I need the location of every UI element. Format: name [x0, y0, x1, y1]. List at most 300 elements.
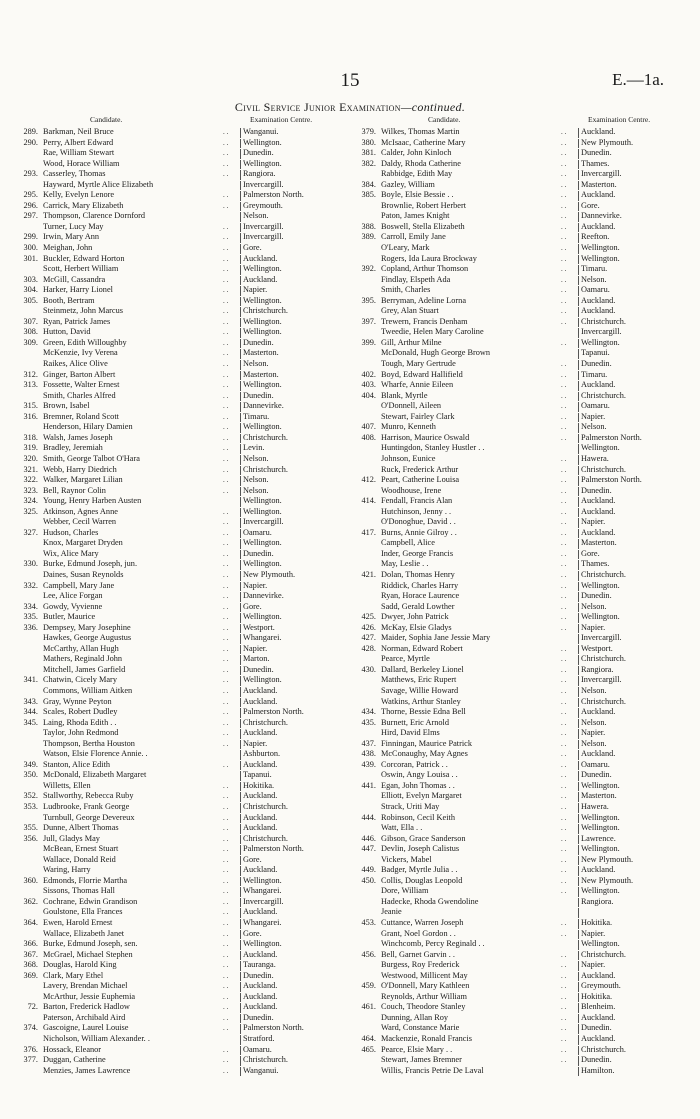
- examination-centre: [578, 338, 686, 349]
- leader-dots: . .: [223, 644, 229, 653]
- examination-centre: [578, 538, 686, 549]
- examination-centre-text: Hawera.: [581, 802, 609, 811]
- candidate-row: [356, 686, 688, 697]
- leader-dots: . .: [223, 760, 229, 769]
- candidate-row: [18, 148, 350, 159]
- candidate-number: 428.: [361, 643, 376, 653]
- candidate-name: Sissons, Thomas Hall: [43, 886, 115, 896]
- candidate-name: O'Leary, Mark: [381, 243, 430, 253]
- leader-dots: . .: [561, 497, 567, 506]
- candidate-row: [18, 222, 350, 233]
- examination-centre-text: Christchurch.: [243, 1055, 288, 1065]
- leader-dots: . .: [223, 708, 229, 717]
- leader-dots: . .: [223, 592, 229, 601]
- examination-centre-text: Reefton.: [581, 232, 610, 242]
- examination-centre: [578, 865, 686, 876]
- candidate-row: [18, 127, 350, 138]
- examination-centre: [240, 907, 348, 918]
- examination-centre: [578, 1034, 686, 1045]
- candidate-number: 449.: [361, 865, 376, 875]
- examination-centre: [578, 232, 686, 243]
- candidate-name: Smith, Charles Alfred: [43, 390, 116, 400]
- leader-dots: . .: [223, 412, 229, 421]
- examination-centre: [240, 855, 348, 866]
- candidate-name: Kelly, Evelyn Lenore: [43, 190, 115, 200]
- examination-centre: [240, 517, 348, 528]
- examination-centre: [578, 380, 686, 391]
- candidate-row: [18, 180, 350, 191]
- examination-centre: [240, 1045, 348, 1056]
- examination-centre: [578, 686, 686, 697]
- examination-centre-text: Dunedin.: [243, 390, 274, 400]
- examination-centre-text: Wellington.: [243, 422, 282, 432]
- examination-centre: [578, 760, 686, 771]
- examination-centre: [240, 201, 348, 212]
- examination-centre: [578, 296, 686, 307]
- right-candidate-list: [356, 127, 688, 1076]
- candidate-row: [356, 275, 688, 286]
- leader-dots: . .: [561, 275, 567, 284]
- candidate-row: [18, 602, 350, 613]
- candidate-row: [18, 1023, 350, 1034]
- candidate-name: Barton, Frederick Hadlow: [43, 1002, 130, 1012]
- examination-centre: [578, 306, 686, 317]
- examination-centre: [578, 623, 686, 634]
- candidate-row: [356, 180, 688, 191]
- candidate-name: Maider, Sophia Jane Jessie Mary: [381, 633, 491, 643]
- examination-centre-text: Masterton.: [243, 348, 279, 358]
- examination-centre-text: Hokitika.: [581, 918, 613, 928]
- examination-centre: [240, 528, 348, 539]
- examination-centre: [578, 971, 686, 982]
- candidate-row: [356, 338, 688, 349]
- examination-centre: [240, 496, 348, 507]
- examination-centre-text: Napier.: [581, 928, 606, 938]
- examination-centre-text: Wanganui.: [243, 127, 279, 136]
- leader-dots: . .: [223, 338, 229, 347]
- examination-centre: [240, 781, 348, 792]
- examination-centre-text: Invercargill.: [581, 169, 622, 179]
- candidate-name: Hadecke, Rhoda Gwendoline: [381, 896, 479, 906]
- examination-centre-text: Napier.: [581, 960, 606, 970]
- candidate-row: [18, 760, 350, 771]
- candidate-number: 465.: [361, 1044, 376, 1054]
- candidate-number: 439.: [361, 759, 376, 769]
- leader-dots: . .: [223, 349, 229, 358]
- candidate-row: [356, 876, 688, 887]
- candidate-row: [18, 876, 350, 887]
- examination-centre-text: Stratford.: [243, 1034, 275, 1044]
- candidate-row: [356, 633, 688, 644]
- examination-centre-text: Palmerston North.: [243, 1023, 304, 1033]
- candidate-name: Jeanie: [381, 907, 402, 917]
- candidate-number: 303.: [23, 274, 38, 284]
- candidate-number: 353.: [23, 802, 38, 811]
- candidate-row: [18, 855, 350, 866]
- candidate-row: [18, 190, 350, 201]
- leader-dots: . .: [561, 1013, 567, 1022]
- examination-centre: [578, 1055, 686, 1066]
- candidate-row: [356, 791, 688, 802]
- leader-dots: . .: [561, 222, 567, 231]
- candidate-row: [356, 348, 688, 359]
- leader-dots: . .: [561, 950, 567, 959]
- candidate-number: 447.: [361, 844, 376, 854]
- examination-centre-text: Auckland.: [243, 907, 278, 917]
- candidate-row: [18, 264, 350, 275]
- candidate-number: 377.: [23, 1055, 38, 1065]
- candidate-row: [18, 791, 350, 802]
- candidate-name: Corcoran, Patrick . .: [381, 759, 448, 769]
- candidate-name: Green, Edith Willoughby: [43, 337, 127, 347]
- candidate-number: 397.: [361, 316, 376, 326]
- candidate-row: [356, 454, 688, 465]
- candidate-number: 321.: [23, 464, 38, 474]
- examination-centre-text: Wellington.: [243, 380, 282, 390]
- examination-centre: [240, 190, 348, 201]
- leader-dots: . .: [561, 1035, 567, 1044]
- examination-centre-text: Levin.: [243, 443, 265, 453]
- examination-centre: [240, 127, 348, 138]
- examination-centre: [578, 422, 686, 433]
- leader-dots: . .: [561, 686, 567, 695]
- candidate-row: [18, 981, 350, 992]
- candidate-name: Wilkes, Thomas Martin: [381, 127, 460, 136]
- examination-centre: [578, 486, 686, 497]
- candidate-name: Huntingdon, Stanley Hustler . .: [381, 443, 485, 453]
- candidate-row: [18, 950, 350, 961]
- examination-centre: [240, 929, 348, 940]
- examination-centre-text: Greymouth.: [581, 981, 621, 991]
- leader-dots: . .: [561, 539, 567, 548]
- leader-dots: . .: [223, 391, 229, 400]
- candidate-name: Mackenzie, Ronald Francis: [381, 1034, 473, 1044]
- examination-centre: [240, 960, 348, 971]
- examination-centre-text: Thames.: [581, 158, 610, 168]
- leader-dots: . .: [223, 328, 229, 337]
- candidate-name: Wallace, Donald Reid: [43, 854, 116, 864]
- candidate-name: Devlin, Joseph Calistus: [381, 844, 460, 854]
- examination-centre-text: Nelson.: [581, 717, 607, 727]
- candidate-row: [356, 549, 688, 560]
- examination-centre: [240, 633, 348, 644]
- leader-dots: . .: [561, 1045, 567, 1054]
- candidate-number: 430.: [361, 664, 376, 674]
- candidate-name: Hawkes, George Augustus: [43, 633, 132, 643]
- leader-dots: . .: [561, 507, 567, 516]
- candidate-row: [356, 865, 688, 876]
- examination-centre-text: Auckland.: [581, 1012, 616, 1022]
- leader-dots: . .: [223, 813, 229, 822]
- examination-centre-text: Whangarei.: [243, 633, 282, 643]
- leader-dots: . .: [561, 581, 567, 590]
- examination-centre-text: Auckland.: [243, 253, 278, 263]
- leader-dots: . .: [561, 792, 567, 801]
- candidate-row: [18, 886, 350, 897]
- candidate-row: [18, 918, 350, 929]
- leader-dots: . .: [223, 549, 229, 558]
- candidate-name: Burke, Edmund Joseph, jun.: [43, 559, 138, 569]
- examination-centre: [240, 359, 348, 370]
- candidate-number: 434.: [361, 707, 376, 717]
- leader-dots: . .: [561, 697, 567, 706]
- candidate-number: 341.: [23, 675, 38, 685]
- candidate-name: Dunne, Albert Thomas: [43, 823, 119, 833]
- examination-centre-text: Wellington.: [581, 443, 620, 453]
- candidate-number: 335.: [23, 612, 38, 622]
- examination-centre-text: Auckland.: [243, 759, 278, 769]
- leader-dots: . .: [561, 729, 567, 738]
- candidate-name: Savage, Willie Howard: [381, 685, 459, 695]
- examination-centre-text: Wellington.: [243, 939, 282, 949]
- candidate-name: Wharfe, Annie Eileen: [381, 380, 454, 390]
- candidate-name: Campbell, Mary Jane: [43, 580, 115, 590]
- candidate-row: [356, 1034, 688, 1045]
- candidate-name: McConaughy, May Agnes: [381, 749, 468, 759]
- examination-centre-text: Wellington.: [581, 812, 620, 822]
- leader-dots: . .: [223, 465, 229, 474]
- examination-centre-text: Dunedin.: [243, 664, 274, 674]
- candidate-number: 289.: [23, 127, 38, 136]
- examination-centre: [578, 465, 686, 476]
- examination-centre: [578, 159, 686, 170]
- candidate-row: [356, 665, 688, 676]
- examination-centre-text: Hokitika.: [581, 991, 613, 1001]
- examination-centre-text: Hokitika.: [243, 780, 275, 790]
- examination-centre: [240, 665, 348, 676]
- candidate-name: Matthews, Eric Rupert: [381, 675, 457, 685]
- examination-centre-text: Dunedin.: [581, 1055, 612, 1065]
- leader-dots: . .: [561, 887, 567, 896]
- examination-centre: [578, 359, 686, 370]
- examination-centre: [578, 781, 686, 792]
- candidate-row: [18, 254, 350, 265]
- leader-dots: . .: [561, 433, 567, 442]
- candidate-row: [356, 855, 688, 866]
- examination-centre-text: Napier.: [581, 517, 606, 527]
- candidate-row: [18, 813, 350, 824]
- candidate-name: Westwood, Millicent May: [381, 970, 468, 980]
- candidate-name: Stallworthy, Rebecca Ruby: [43, 791, 134, 801]
- examination-centre-text: Palmerston North.: [243, 707, 304, 717]
- candidate-name: Thompson, Bertha Houston: [43, 738, 135, 748]
- examination-centre: [240, 338, 348, 349]
- candidate-row: [18, 707, 350, 718]
- left-column: [18, 115, 350, 1076]
- candidate-number: 368.: [23, 960, 38, 970]
- examination-centre: [578, 1023, 686, 1034]
- candidate-row: [356, 971, 688, 982]
- examination-centre: [578, 950, 686, 961]
- examination-centre: [240, 306, 348, 317]
- leader-dots: . .: [561, 655, 567, 664]
- candidate-name: Watson, Elsie Florence Annie. .: [43, 749, 148, 759]
- candidate-name: Egan, John Thomas . .: [381, 780, 455, 790]
- leader-dots: . .: [561, 191, 567, 200]
- examination-centre-text: Nelson.: [581, 738, 607, 748]
- candidate-name: Walsh, James Joseph: [43, 432, 113, 442]
- examination-centre: [578, 275, 686, 286]
- candidate-row: [356, 243, 688, 254]
- candidate-number: 364.: [23, 918, 38, 928]
- examination-centre-text: Wellington.: [243, 137, 282, 147]
- examination-centre-text: Palmerston North.: [243, 844, 304, 854]
- leader-dots: . .: [561, 866, 567, 875]
- examination-centre-text: Tapanui.: [243, 770, 272, 780]
- examination-centre: [578, 412, 686, 423]
- examination-centre-text: Invercargill.: [243, 896, 284, 906]
- examination-centre: [240, 169, 348, 180]
- candidate-row: [356, 623, 688, 634]
- candidate-number: 343.: [23, 696, 38, 706]
- leader-dots: . .: [223, 697, 229, 706]
- candidate-name: Badger, Myrtle Julia . .: [381, 865, 458, 875]
- candidate-name: Steinmetz, John Marcus: [43, 306, 123, 316]
- candidate-name: Nicholson, William Alexander. .: [43, 1034, 150, 1044]
- leader-dots: . .: [223, 971, 229, 980]
- candidate-name: Boswell, Stella Elizabeth: [381, 221, 465, 231]
- candidate-number: 334.: [23, 601, 38, 611]
- candidate-row: [356, 127, 688, 138]
- candidate-row: [356, 1055, 688, 1066]
- examination-centre: [240, 559, 348, 570]
- candidate-name: Mitchell, James Garfield: [43, 664, 126, 674]
- leader-dots: . .: [223, 866, 229, 875]
- leader-dots: . .: [223, 486, 229, 495]
- candidate-row: [18, 433, 350, 444]
- examination-centre: [240, 760, 348, 771]
- candidate-name: Young, Henry Harben Austen: [43, 496, 142, 506]
- leader-dots: . .: [561, 929, 567, 938]
- examination-centre-text: Auckland.: [581, 190, 616, 200]
- examination-centre: [240, 675, 348, 686]
- candidate-row: [356, 1045, 688, 1056]
- examination-centre-text: Rangiora.: [243, 169, 276, 179]
- candidate-name: Goulstone, Ella Frances: [43, 907, 123, 917]
- examination-centre-text: Wellington.: [581, 612, 620, 622]
- leader-dots: . .: [561, 760, 567, 769]
- candidate-row: [356, 306, 688, 317]
- candidate-name: Hayward, Myrtle Alice Elizabeth: [43, 179, 154, 189]
- examination-centre-text: Auckland.: [581, 1034, 616, 1044]
- candidate-number: 325.: [23, 506, 38, 516]
- examination-centre-text: Gore.: [581, 548, 600, 558]
- examination-centre: [578, 929, 686, 940]
- candidate-name: Lee, Alice Forgan: [43, 591, 103, 601]
- examination-centre-text: Dunedin.: [581, 770, 612, 780]
- examination-centre: [578, 370, 686, 381]
- examination-centre-text: Hawera.: [581, 453, 609, 463]
- leader-dots: . .: [223, 1066, 229, 1075]
- candidate-row: [18, 865, 350, 876]
- candidate-name: Johnson, Eunice: [381, 453, 436, 463]
- examination-centre: [578, 317, 686, 328]
- candidate-number: 438.: [361, 749, 376, 759]
- examination-centre: [240, 391, 348, 402]
- candidate-row: [18, 507, 350, 518]
- candidate-number: 320.: [23, 453, 38, 463]
- examination-centre: [240, 454, 348, 465]
- leader-dots: . .: [223, 665, 229, 674]
- candidate-name: Irwin, Mary Ann: [43, 232, 99, 242]
- examination-centre: [240, 770, 348, 781]
- candidate-row: [18, 486, 350, 497]
- candidate-number: 316.: [23, 411, 38, 421]
- examination-centre-text: Wellington.: [581, 337, 620, 347]
- candidate-row: [356, 739, 688, 750]
- candidate-row: [18, 960, 350, 971]
- examination-centre-text: Auckland.: [581, 527, 616, 537]
- examination-centre-text: Wellington.: [243, 295, 282, 305]
- examination-centre: [578, 591, 686, 602]
- leader-dots: . .: [561, 138, 567, 147]
- leader-dots: . .: [561, 845, 567, 854]
- candidate-row: [18, 348, 350, 359]
- candidate-row: [18, 623, 350, 634]
- examination-centre-text: Westport.: [581, 643, 613, 653]
- examination-centre: [240, 538, 348, 549]
- examination-centre: [578, 148, 686, 159]
- leader-dots: . .: [223, 360, 229, 369]
- examination-centre-text: Invercargill.: [243, 232, 284, 242]
- examination-centre: [578, 433, 686, 444]
- examination-centre-text: Napier.: [581, 728, 606, 738]
- leader-dots: . .: [561, 708, 567, 717]
- leader-dots: . .: [561, 676, 567, 685]
- candidate-number: 437.: [361, 738, 376, 748]
- candidate-row: [18, 285, 350, 296]
- examination-centre: [578, 675, 686, 686]
- examination-centre: [578, 549, 686, 560]
- examination-centre: [578, 211, 686, 222]
- examination-centre-text: Christchurch.: [243, 802, 288, 811]
- candidate-row: [356, 528, 688, 539]
- leader-dots: . .: [561, 370, 567, 379]
- examination-centre-text: Auckland.: [243, 728, 278, 738]
- leader-dots: . .: [223, 897, 229, 906]
- examination-centre-text: Auckland.: [243, 865, 278, 875]
- examination-centre-text: Christchurch.: [243, 432, 288, 442]
- examination-centre-text: Rangiora.: [581, 896, 614, 906]
- examination-centre-text: Invercargill.: [581, 327, 622, 337]
- candidate-number: 392.: [361, 264, 376, 274]
- candidate-number: 461.: [361, 1002, 376, 1012]
- candidate-number: 352.: [23, 791, 38, 801]
- examination-centre-text: Masterton.: [581, 791, 617, 801]
- leader-dots: . .: [223, 686, 229, 695]
- examination-centre: [578, 960, 686, 971]
- candidate-name: Blank, Myrtle: [381, 390, 428, 400]
- candidate-name: Robinson, Cecil Keith: [381, 812, 455, 822]
- leader-dots: . .: [223, 265, 229, 274]
- examination-centre-text: Marton.: [243, 654, 270, 664]
- candidate-row: [356, 654, 688, 665]
- candidate-row: [356, 148, 688, 159]
- leader-dots: . .: [223, 803, 229, 811]
- examination-centre-text: Auckland.: [243, 812, 278, 822]
- leader-dots: . .: [223, 1024, 229, 1033]
- candidate-number: 344.: [23, 707, 38, 717]
- examination-centre: [578, 443, 686, 454]
- leader-dots: . .: [223, 792, 229, 801]
- candidate-row: [18, 370, 350, 381]
- candidate-name: Berryman, Adeline Lorna: [381, 295, 467, 305]
- examination-centre: [240, 222, 348, 233]
- candidate-row: [18, 211, 350, 222]
- candidate-name: Dolan, Thomas Henry: [381, 569, 455, 579]
- examination-centre-text: Invercargill.: [581, 675, 622, 685]
- candidate-name: Perry, Albert Edward: [43, 137, 114, 147]
